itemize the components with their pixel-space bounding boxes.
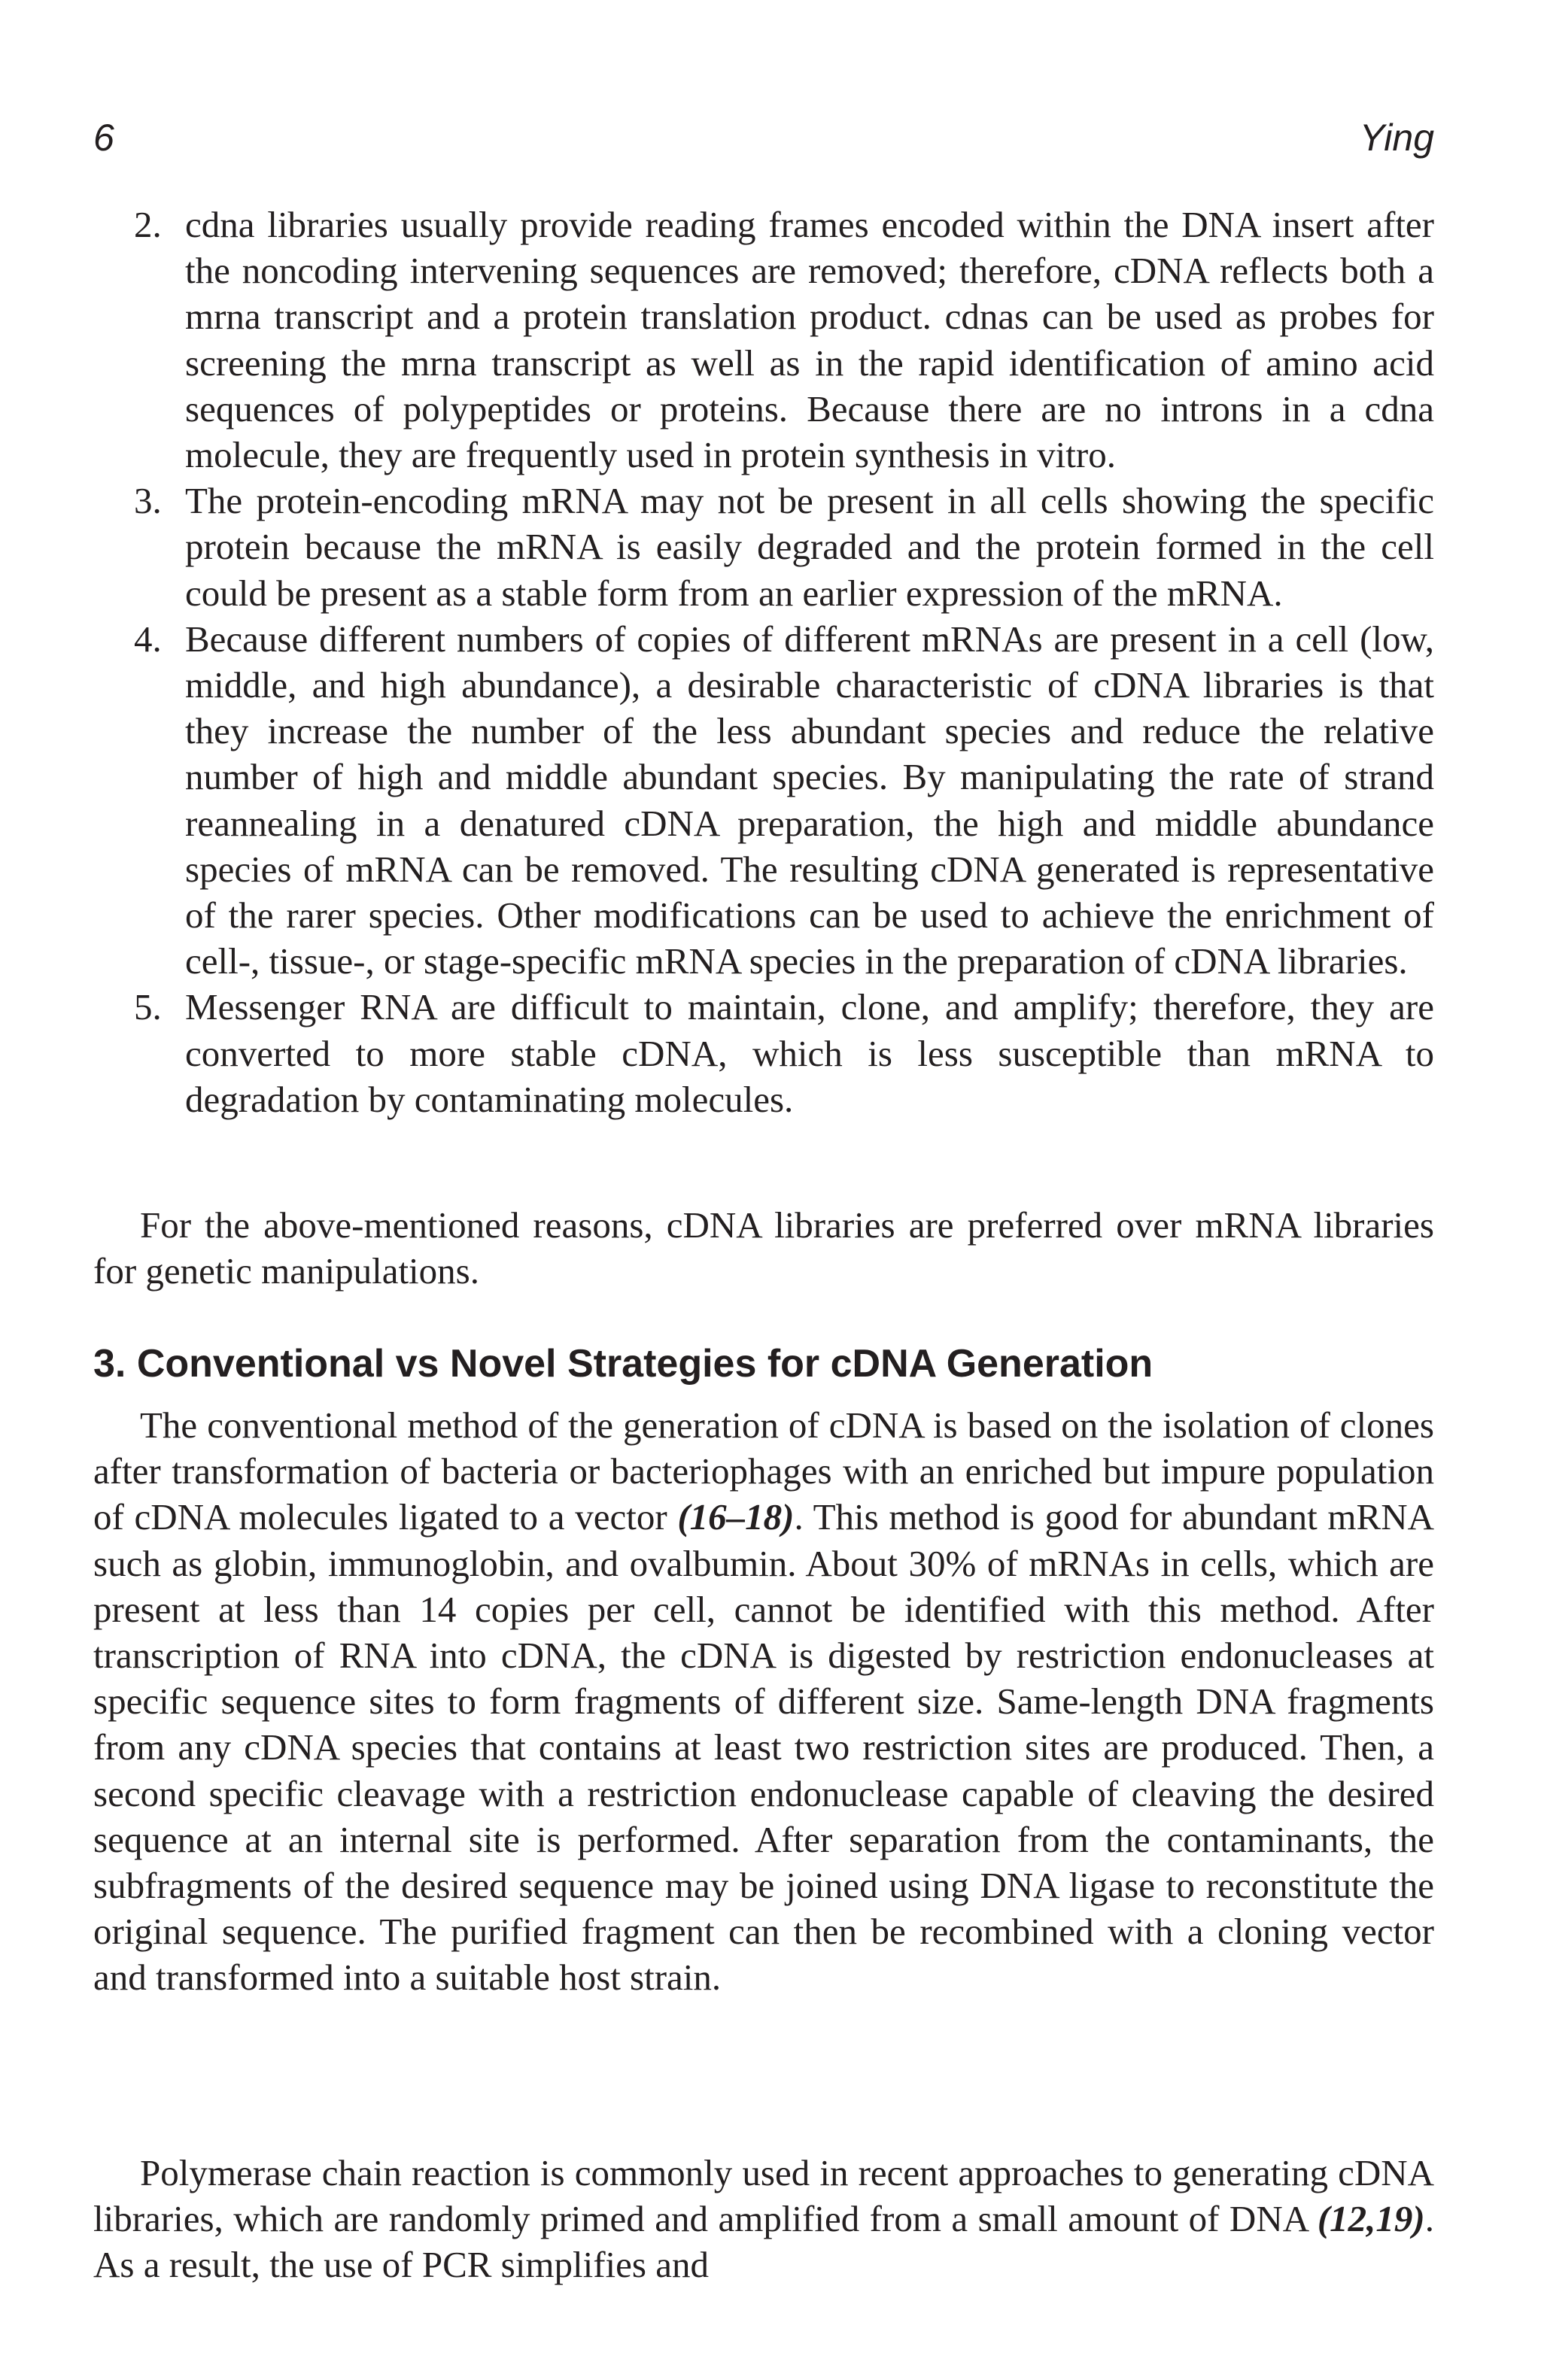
numbered-list <box>93 202 1434 1122</box>
summary-paragraph: For the above-mentioned reasons, cDNA libraries are preferred over mRNA libraries for genetic manipulations. <box>93 1204 1434 1292</box>
paragraph-text: Polymerase chain reaction is commonly used in recent approaches to generating cDNA libraries, which are randomly primed and amplified from a small amount of DNA <box>93 2152 1434 2240</box>
list-item <box>93 478 1434 616</box>
running-title: Ying <box>1359 117 1434 159</box>
list-item-text: The protein-encoding mRNA may not be present in all cells showing the specific protein because the mRNA is easily degraded and the protein formed in the cell could be present as a stable form from an earlier expression of the mRNA. <box>185 480 1434 614</box>
list-item-text: cdna libraries usually provide reading frames encoded within the DNA insert after the noncoding intervening sequences are removed; therefore, cDNA reflects both a mrna transcript and a protein translation product. cdnas can be used as probes for screening the mrna transcript as well as in the rapid identification of amino acid sequences of polypeptides or proteins. Because there are no introns in a cdna molecule, they are frequently used in protein synthesis in vitro. <box>185 204 1434 476</box>
page-number: 6 <box>93 117 114 159</box>
paragraph-text: The conventional method of the generation of cDNA is based on the isolation of clones after transformation of bacteria or bacteriophages with an enriched but impure population of cDNA molecules ligated to a vector <box>93 1404 1434 1538</box>
running-header <box>93 111 1434 164</box>
list-item-text: Messenger RNA are difficult to maintain, clone, and amplify; therefore, they are converted to more stable cDNA, which is less susceptible than mRNA to degradation by contaminating molecules. <box>185 986 1434 1120</box>
citation: (16–18) <box>677 1496 795 1538</box>
list-item <box>93 616 1434 985</box>
body-paragraph-1 <box>93 1402 1434 2001</box>
paragraph-text: . As a result, the use of PCR simplifies and <box>93 2198 1434 2286</box>
list-item-text: Because different numbers of copies of different mRNAs are present in a cell (low, middle, and high abundance), a desirable characteristic of cDNA libraries is that they increase the number of the less abundant species and reduce the relative number of high and middle abundant species. By manipulating the rate of strand reannealing in a denatured cDNA preparation, the high and middle abundance species of mRNA can be removed. The resulting cDNA generated is representative of the rarer species. Other modifications can be used to achieve the enrichment of cell-, tissue-, or stage-specific mRNA species in the preparation of cDNA libraries. <box>185 618 1434 982</box>
citation: (12,19) <box>1317 2198 1425 2240</box>
paragraph-text: . This method is good for abundant mRNA such as globin, immunoglobin, and ovalbumin. About 30% of mRNAs in cells, which are present at less than 14 copies per cell, cannot be identified with this method. After transcription of RNA into cDNA, the cDNA is digested by restriction endonucleases at specific sequence sites to form fragments of different size. Same-length DNA fragments from any cDNA species that contains at least two restriction sites are produced. Then, a second specific cleavage with a restriction endonuclease capable of cleaving the desired sequence at an internal site is performed. After separation from the contaminants, the subfragments of the desired sequence may be joined using DNA ligase to reconstitute the original sequence. The purified fragment can then be recombined with a cloning vector and transformed into a suitable host strain. <box>93 1496 1434 1999</box>
section-heading: 3. Conventional vs Novel Strategies for cDNA Generation <box>93 1342 1153 1386</box>
list-item <box>93 202 1434 478</box>
list-item <box>93 984 1434 1122</box>
list-item-number: 2. <box>134 204 162 245</box>
list-item-number: 5. <box>134 986 162 1028</box>
body-paragraph-2 <box>93 2150 1434 2288</box>
list-item-number: 4. <box>134 618 162 660</box>
list-item-number: 3. <box>134 480 162 522</box>
